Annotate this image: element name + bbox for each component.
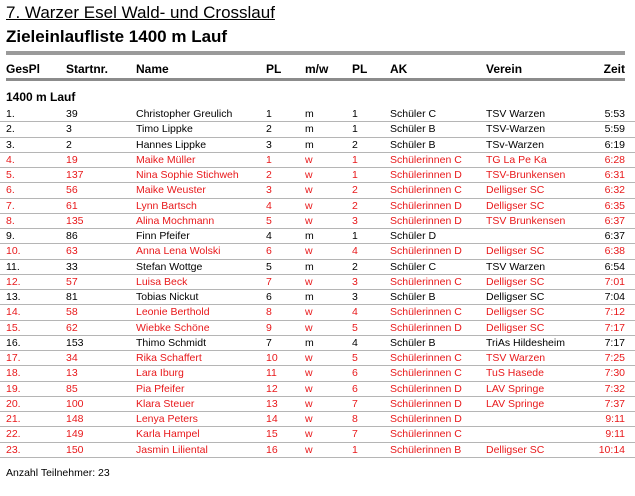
cell-zeit: 7:12 [604,306,625,319]
table-row [0,244,635,259]
section-title: 1400 m Lauf [6,90,76,104]
cell-zeit: 7:17 [604,336,625,349]
event-title: 7. Warzer Esel Wald- und Crosslauf [6,3,275,22]
cell-pl-gender: 10 [266,352,278,364]
cell-pl-ak: 1 [352,123,358,136]
table-row [0,138,635,153]
cell-gender: m [305,336,314,349]
cell-ak: Schülerinnen C [390,352,462,364]
table-row [0,351,635,366]
cell-verein: Delligser SC [486,443,545,456]
cell-pl-gender: 14 [266,413,278,425]
table-row [0,397,635,412]
header-pl-gender: PL [266,62,282,76]
cell-gender: w [305,153,313,166]
cell-zeit: 6:32 [604,184,625,197]
cell-gespl: 1. [6,108,15,120]
cell-name: Hannes Lippke [136,138,207,151]
cell-gender: m [305,108,314,120]
cell-gender: w [305,306,313,319]
cell-name: Wiebke Schöne [136,321,210,334]
cell-pl-gender: 7 [266,275,272,288]
table-row [0,290,635,305]
cell-ak: Schülerinnen C [390,428,462,441]
cell-ak: Schülerinnen D [390,413,462,425]
table-row [0,214,635,229]
cell-pl-gender: 6 [266,291,272,303]
cell-name: Luisa Beck [136,275,188,288]
cell-pl-ak: 1 [352,153,358,166]
cell-gender: w [305,428,313,441]
header-verein: Verein [486,62,523,76]
cell-gender: m [305,260,314,273]
header-pl-ak: PL [352,62,368,76]
table-row [0,382,635,397]
cell-verein: TSV Warzen [486,108,546,120]
cell-gespl: 23. [6,443,21,456]
header-startnr: Startnr. [66,62,109,76]
table-row [0,336,635,351]
cell-pl-gender: 2 [266,123,272,136]
cell-zeit: 6:37 [604,230,625,242]
cell-name: Maike Müller [136,153,196,166]
cell-ak: Schüler B [390,291,436,303]
cell-startnr: 33 [66,260,78,273]
cell-gender: m [305,138,314,151]
cell-zeit: 9:11 [605,428,625,441]
cell-pl-ak: 4 [352,245,358,258]
cell-name: Tobias Nickut [136,291,199,303]
cell-gespl: 21. [6,413,21,425]
cell-name: Lynn Bartsch [136,199,197,212]
cell-gender: w [305,184,313,197]
cell-gespl: 12. [6,275,21,288]
cell-pl-ak: 2 [352,184,358,197]
cell-gender: w [305,199,313,212]
cell-pl-gender: 2 [266,169,272,181]
cell-verein: LAV Springe [486,397,545,410]
cell-zeit: 6:54 [604,260,625,273]
cell-name: Nina Sophie Stichweh [136,169,239,181]
cell-verein: Delligser SC [486,275,545,288]
cell-gespl: 11. [6,260,20,273]
table-row [0,183,635,198]
cell-gespl: 3. [6,138,15,151]
cell-ak: Schülerinnen D [390,397,462,410]
cell-ak: Schülerinnen C [390,306,462,319]
cell-gender: w [305,352,313,364]
cell-pl-gender: 5 [266,260,272,273]
cell-zeit: 7:17 [604,321,625,334]
cell-startnr: 135 [66,214,84,227]
cell-startnr: 13 [66,367,78,380]
cell-name: Anna Lena Wolski [136,245,221,258]
cell-gender: w [305,443,313,456]
cell-verein: TSV-Brunkensen [486,169,566,181]
cell-ak: Schülerinnen C [390,184,462,197]
cell-pl-gender: 1 [266,153,272,166]
cell-gender: w [305,367,313,380]
cell-verein: TSV Brunkensen [486,214,566,227]
cell-startnr: 81 [66,291,78,303]
cell-verein: TG La Pe Ka [486,153,547,166]
cell-pl-ak: 2 [352,199,358,212]
cell-name: Timo Lippke [136,123,193,136]
cell-gespl: 17. [6,352,21,364]
cell-name: Karla Hampel [136,428,200,441]
cell-zeit: 7:04 [604,291,625,303]
cell-pl-gender: 5 [266,214,272,227]
cell-gespl: 22. [6,428,21,441]
cell-name: Christopher Greulich [136,108,233,120]
cell-pl-gender: 16 [266,443,278,456]
cell-ak: Schülerinnen D [390,169,462,181]
cell-gender: m [305,230,314,242]
cell-zeit: 5:53 [604,108,625,120]
header-divider [6,78,625,81]
cell-gespl: 16. [6,336,21,349]
cell-pl-ak: 1 [352,108,358,120]
cell-name: Stefan Wottge [136,260,203,273]
cell-ak: Schülerinnen C [390,275,462,288]
cell-startnr: 57 [66,275,78,288]
cell-ak: Schülerinnen D [390,214,462,227]
cell-zeit: 6:37 [604,214,625,227]
cell-name: Pia Pfeifer [136,382,185,395]
cell-startnr: 149 [66,428,84,441]
cell-gespl: 10. [6,245,21,258]
cell-ak: Schüler B [390,336,436,349]
cell-verein: TuS Hasede [486,367,544,380]
cell-pl-ak: 6 [352,382,358,395]
cell-startnr: 100 [66,397,84,410]
cell-verein: TSV Warzen [486,352,546,364]
cell-ak: Schülerinnen B [390,443,462,456]
cell-gespl: 18. [6,367,21,380]
cell-startnr: 2 [66,138,72,151]
cell-gender: w [305,169,313,181]
cell-startnr: 137 [66,169,84,181]
cell-gender: w [305,245,313,258]
cell-name: Lara Iburg [136,367,184,380]
cell-name: Rika Schaffert [136,352,202,364]
cell-gender: w [305,382,313,395]
cell-ak: Schülerinnen C [390,153,462,166]
cell-name: Thimo Schmidt [136,336,207,349]
cell-zeit: 7:25 [604,352,625,364]
cell-name: Maike Weuster [136,184,206,197]
header-zeit: Zeit [603,62,625,76]
cell-gender: w [305,214,313,227]
table-row [0,260,635,275]
cell-gender: w [305,321,313,334]
cell-verein: Delligser SC [486,184,545,197]
table-row [0,168,635,183]
cell-startnr: 3 [66,123,72,136]
table-row [0,229,635,244]
cell-pl-ak: 1 [352,443,358,456]
cell-ak: Schülerinnen D [390,245,462,258]
table-header [0,62,635,76]
cell-pl-gender: 1 [266,108,272,120]
cell-pl-ak: 4 [352,336,358,349]
cell-startnr: 153 [66,336,84,349]
table-row [0,107,635,122]
table-row [0,199,635,214]
cell-gender: w [305,397,313,410]
cell-zeit: 6:28 [604,153,625,166]
cell-zeit: 7:30 [604,367,625,380]
cell-ak: Schüler D [390,230,437,242]
cell-pl-gender: 13 [266,397,278,410]
cell-pl-gender: 12 [266,382,278,395]
cell-gespl: 20. [6,397,21,410]
cell-ak: Schüler C [390,260,437,273]
cell-gender: w [305,413,313,425]
cell-gespl: 6. [6,184,15,197]
cell-gespl: 8. [6,214,15,227]
cell-pl-ak: 2 [352,138,358,151]
cell-zeit: 10:14 [598,443,625,456]
cell-pl-ak: 4 [352,306,358,319]
cell-ak: Schüler C [390,108,437,120]
cell-verein: TSv-Warzen [486,138,544,151]
cell-zeit: 7:01 [604,275,625,288]
table-row [0,122,635,137]
cell-gespl: 9. [6,230,15,242]
cell-startnr: 58 [66,306,78,319]
cell-name: Alina Mochmann [136,214,215,227]
cell-verein: TSV Warzen [486,260,546,273]
participant-count: Anzahl Teilnehmer: 23 [6,467,110,479]
cell-pl-gender: 6 [266,245,272,258]
cell-ak: Schüler B [390,123,436,136]
cell-startnr: 19 [66,153,78,166]
cell-ak: Schülerinnen C [390,367,462,380]
cell-zeit: 9:11 [605,413,625,425]
cell-name: Leonie Berthold [136,306,210,319]
cell-pl-ak: 5 [352,321,358,334]
cell-zeit: 7:32 [604,382,625,395]
cell-pl-ak: 7 [352,428,358,441]
cell-gespl: 13. [6,291,21,303]
table-row [0,153,635,168]
cell-ak: Schülerinnen D [390,199,462,212]
cell-verein: Delligser SC [486,245,545,258]
cell-gender: m [305,291,314,303]
cell-pl-ak: 3 [352,275,358,288]
table-row [0,305,635,320]
cell-startnr: 85 [66,382,78,395]
cell-verein: Delligser SC [486,306,545,319]
top-divider [6,51,625,55]
cell-gespl: 15. [6,321,21,334]
cell-verein: Delligser SC [486,199,545,212]
header-name: Name [136,62,169,76]
cell-verein: Delligser SC [486,291,545,303]
cell-verein: TriAs Hildesheim [486,336,565,349]
header-gender: m/w [305,62,329,76]
table-row [0,443,635,458]
cell-startnr: 34 [66,352,78,364]
cell-startnr: 56 [66,184,78,197]
table-row [0,366,635,381]
results-table [0,107,635,458]
cell-pl-ak: 3 [352,291,358,303]
cell-ak: Schüler B [390,138,436,151]
cell-gender: m [305,123,314,136]
table-row [0,412,635,427]
cell-startnr: 63 [66,245,78,258]
cell-verein: TSV-Warzen [486,123,546,136]
cell-pl-ak: 1 [352,230,358,242]
cell-gender: w [305,275,313,288]
cell-gespl: 7. [6,199,15,212]
cell-zeit: 6:31 [604,169,625,181]
cell-pl-ak: 8 [352,413,358,425]
cell-ak: Schülerinnen D [390,382,462,395]
list-title: Zieleinlaufliste 1400 m Lauf [6,27,228,46]
cell-pl-gender: 4 [266,230,272,242]
cell-gespl: 4. [6,153,15,166]
cell-pl-ak: 1 [352,169,358,181]
cell-zeit: 5:59 [604,123,625,136]
table-row [0,321,635,336]
table-row [0,427,635,442]
cell-pl-gender: 3 [266,184,272,197]
cell-zeit: 6:19 [604,138,625,151]
cell-name: Jasmin Liliental [136,443,208,456]
cell-gespl: 5. [6,169,15,181]
cell-pl-ak: 3 [352,214,358,227]
cell-startnr: 86 [66,230,78,242]
cell-verein: LAV Springe [486,382,545,395]
cell-zeit: 6:38 [604,245,625,258]
cell-pl-gender: 11 [266,367,277,380]
cell-startnr: 150 [66,443,84,456]
cell-pl-gender: 15 [266,428,278,441]
cell-pl-gender: 4 [266,199,272,212]
cell-gespl: 2. [6,123,15,136]
cell-pl-gender: 7 [266,336,272,349]
cell-startnr: 61 [66,199,78,212]
table-row [0,275,635,290]
cell-name: Lenya Peters [136,413,198,425]
cell-ak: Schülerinnen D [390,321,462,334]
cell-gespl: 19. [6,382,21,395]
cell-verein: Delligser SC [486,321,545,334]
cell-zeit: 7:37 [604,397,625,410]
cell-pl-ak: 2 [352,260,358,273]
cell-pl-gender: 8 [266,306,272,319]
header-gespl: GesPl [6,62,41,76]
cell-startnr: 39 [66,108,78,120]
cell-startnr: 148 [66,413,84,425]
cell-startnr: 62 [66,321,78,334]
cell-pl-ak: 7 [352,397,358,410]
cell-zeit: 6:35 [604,199,625,212]
header-ak: AK [390,62,408,76]
cell-gespl: 14. [6,306,21,319]
cell-name: Finn Pfeifer [136,230,190,242]
cell-pl-gender: 9 [266,321,272,334]
cell-name: Klara Steuer [136,397,195,410]
cell-pl-gender: 3 [266,138,272,151]
cell-pl-ak: 5 [352,352,358,364]
cell-pl-ak: 6 [352,367,358,380]
